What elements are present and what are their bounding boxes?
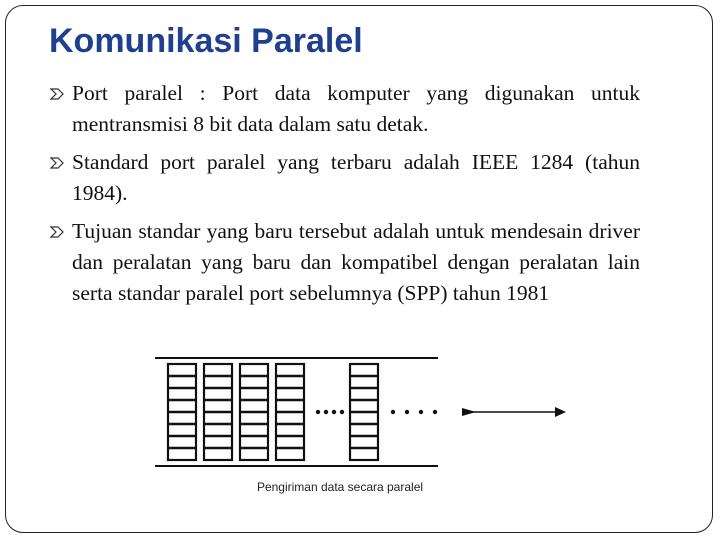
diagram-caption: Pengiriman data secara paralel: [256, 480, 424, 494]
bullet-item-1: [52, 78, 640, 140]
diagram-caption-wrap: [0, 480, 630, 494]
bit-groups: [168, 364, 378, 460]
ellipsis-dots-1: [316, 410, 344, 414]
parallel-transmission-diagram: [150, 350, 590, 500]
bullet-arrow-icon: [50, 156, 65, 170]
bullet-list: [52, 78, 640, 316]
bullet-arrow-icon: [50, 225, 65, 239]
slide-title: Komunikasi Paralel: [49, 22, 363, 60]
direction-arrow: [462, 407, 566, 417]
bullet-arrow-icon: [50, 87, 65, 101]
bit-group: [240, 364, 268, 460]
bit-group: [168, 364, 196, 460]
bullet-text: Port paralel : Port data komputer yang digunakan untuk mentransmisi 8 bit data dalam satu detak.: [72, 81, 640, 136]
bit-group: [204, 364, 232, 460]
bullet-text: Standard port paralel yang terbaru adalah IEEE 1284 (tahun 1984).: [72, 150, 640, 205]
bullet-item-2: [52, 147, 640, 209]
bullet-text: Tujuan standar yang baru tersebut adalah untuk mendesain driver dan peralatan yang baru dan kompatibel dengan peralatan lain serta standar paralel port sebelumnya (SPP) tahun 1981: [72, 219, 640, 305]
bullet-item-3: [52, 216, 640, 309]
bit-group: [276, 364, 304, 460]
ellipsis-dots-2: [391, 410, 437, 414]
bit-group: [350, 364, 378, 460]
